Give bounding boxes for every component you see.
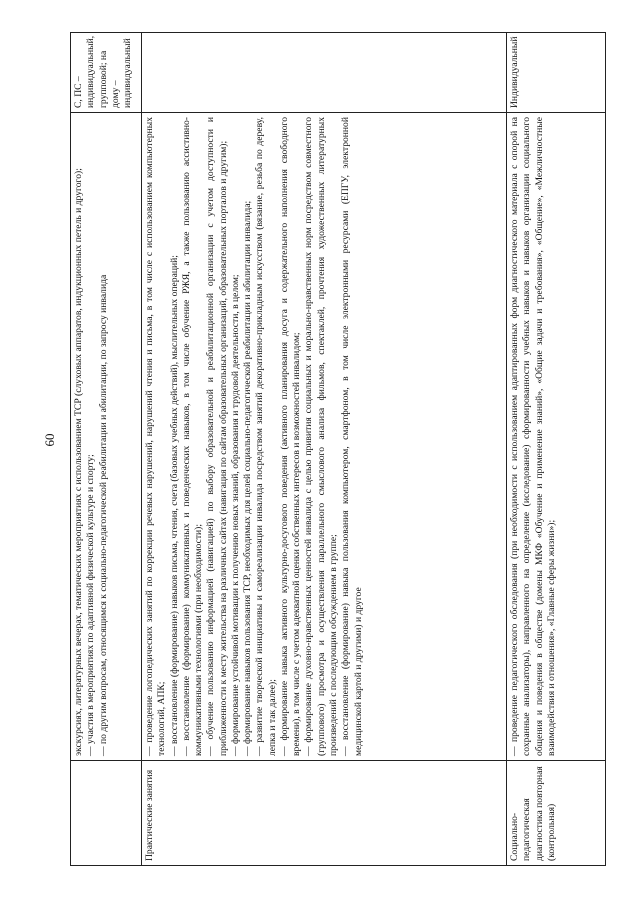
- section-cell: [71, 761, 142, 866]
- list-item: — формирование навыка активного культурно-досугового поведения (активного планирования досуга и содержательного наполнения свободного времени), в том числе с учетом адекватной оценки собственных интересов и возможностей инвалидом;: [278, 117, 303, 756]
- form-cell: Индивидуальный: [507, 33, 606, 113]
- list-item: — восстановление (формирование) навыка пользования компьютером, смартфоном, в том числе электронными ресурсами (ЕПГУ, электронной медицинской картой и другими) и другое: [340, 117, 364, 756]
- form-cell: С, ПС – индивидуальный, групповой; на дому – индивидуальный: [71, 33, 142, 113]
- list-item: — обучение пользованию информацией (навигацией) по выбору образовательной и реабилитационной организации с учетом доступности и приближенности к месту жительства на различных сайтах (навигация по сайтам образовательных организаций, образовательных порталов и другим);: [205, 117, 229, 756]
- document-page: [70, 32, 590, 866]
- rehabilitation-table: [70, 32, 606, 866]
- list-item: — формирование устойчивой мотивации к получению новых знаний, образования и трудовой деятельности, в целом;: [229, 274, 241, 756]
- list-item: — формирование навыков пользования ТСР, необходимых для целей социально-педагогической реабилитации и абилитации инвалида;: [242, 200, 254, 756]
- list-item: — проведение логопедических занятий по коррекции речевых нарушений, нарушений чтения и письма, в том числе с использованием компьютерных технологий, АПК;: [144, 117, 168, 756]
- table-row: [507, 33, 606, 866]
- list-item: — по другим вопросам, относящимся к социально-педагогической реабилитации и абилитации, по запросу инвалида: [97, 274, 109, 756]
- list-item: — восстановление (формирование) навыков письма, чтения, счета (базовых учебных действий), мыслительных операций;: [168, 255, 180, 756]
- list-item: — проведение педагогического обследования (при необходимости с использованием адаптированных форм диагностического материала с опорой на сохранные анализаторы), направленного на определение (исследование) сформированности учебных навыков и навыков организации социального общения и поведения в обществе (домены МКФ «Обучение и применение знаний», «Общие задачи и требования», «Общение», «Межличностные взаимодействия и отношения», «Главные сферы жизни»);: [509, 117, 557, 756]
- list-item: — развитие творческой инициативы и самореализации инвалида посредством занятий декоративно-прикладным искусством (вязание, резьба по дереву, лепка и так далее);: [254, 117, 278, 756]
- page-number: 60: [42, 433, 57, 447]
- list-item: — восстановление (формирование) коммуникативных и поведенческих навыков, в том числе обучение РЖЯ, а также пользованию ассистивно-коммуникативными технологиями (при необходимости);: [180, 117, 205, 756]
- form-cell: [142, 33, 507, 113]
- section-cell: Практические занятия: [142, 761, 507, 866]
- list-item: — участия в мероприятиях по адаптивной физической культуре и спорту;: [85, 454, 97, 756]
- content-cell: [71, 113, 142, 761]
- table-row: [71, 33, 142, 866]
- content-cell: [507, 113, 606, 761]
- table-row: [142, 33, 507, 866]
- section-cell: Социально-педагогическая диагностика повторная (контрольная): [507, 761, 606, 866]
- content-cell: [142, 113, 507, 761]
- list-item: — формирование духовно-нравственных ценностей инвалида с целью привития социальных и морально-нравственных норм посредством совместного (группового) просмотра и осуществления параллельного смыслового анализа фильмов, спектаклей, прочтения художественных литературных произведений с последующим обсуждением в группе;: [303, 117, 339, 756]
- list-item: экскурсиях, литературных вечерах, тематических мероприятиях с использованием ТСР (слуховых аппаратов, индукционных петель и другого);: [73, 168, 84, 756]
